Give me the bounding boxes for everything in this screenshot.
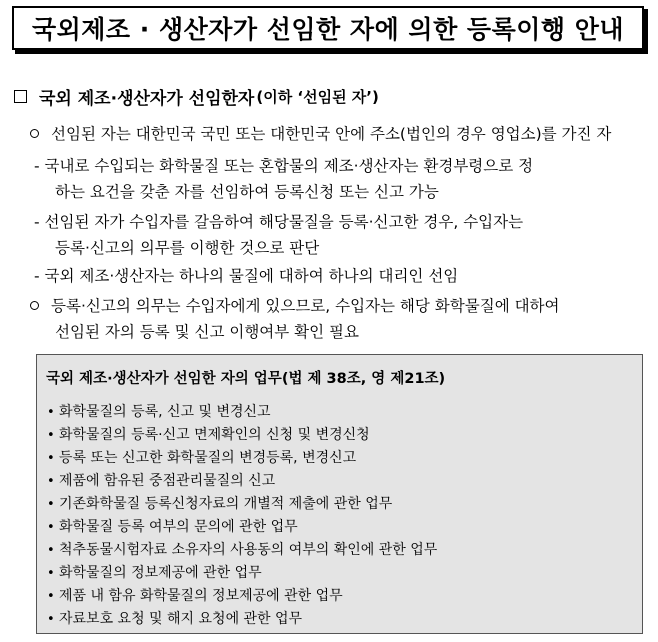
- list-item: • 척추동물시험자료 소유자의 사용동의 여부의 확인에 관한 업무: [47, 542, 438, 558]
- bullet-dot-icon: •: [47, 405, 55, 420]
- list-item-continuation: 선임된 자의 등록 및 신고 이행여부 확인 필요: [55, 323, 360, 341]
- list-item: - 선임된 자가 수입자를 갈음하여 해당물질을 등록·신고한 경우, 수입자는: [34, 213, 524, 231]
- section-heading-paren: (이하 ‘선임된 자’): [256, 88, 379, 106]
- law-reference: (법 제 38조, 영 제21조): [281, 371, 446, 387]
- bullet-dot-icon: •: [47, 428, 55, 443]
- circle-bullet-icon: [30, 129, 39, 138]
- section-heading: [14, 84, 379, 109]
- square-bullet-icon: [14, 90, 27, 103]
- list-item: • 화학물질의 등록, 신고 및 변경신고: [47, 404, 271, 420]
- circle-bullet-icon: [30, 301, 39, 310]
- list-item: • 제품 내 함유 화학물질의 정보제공에 관한 업무: [47, 588, 343, 604]
- page-title-text: 국외제조 · 생산자가 선임한 자에 의한 등록이행 안내: [31, 15, 625, 44]
- list-item: • 기존화학물질 등록신청자료의 개별적 제출에 관한 업무: [47, 496, 393, 512]
- list-item: • 자료보호 요청 및 해지 요청에 관한 업무: [47, 611, 303, 627]
- list-item-continuation: 하는 요건을 갖춘 자를 선임하여 등록신청 또는 신고 가능: [55, 183, 439, 201]
- list-item-continuation: 등록·신고의 의무를 이행한 것으로 판단: [55, 239, 320, 257]
- list-item: - 국외 제조·생산자는 하나의 물질에 대하여 하나의 대리인 선임: [34, 267, 459, 285]
- bullet-dot-icon: •: [47, 520, 55, 535]
- bullet-dot-icon: •: [47, 612, 55, 627]
- bullet-dot-icon: •: [47, 566, 55, 581]
- list-item: 등록·신고의 의무는 수입자에게 있으므로, 수입자는 해당 화학물질에 대하여: [30, 296, 560, 316]
- list-item: • 화학물질의 등록·신고 면제확인의 신청 및 변경신청: [47, 427, 370, 443]
- bullet-dot-icon: •: [47, 543, 55, 558]
- page-title: [12, 6, 644, 50]
- bullet-dot-icon: •: [47, 451, 55, 466]
- list-item: - 국내로 수입되는 화학물질 또는 혼합물의 제조·생산자는 환경부령으로 정: [34, 157, 534, 175]
- list-item: • 화학물질 등록 여부의 문의에 관한 업무: [47, 519, 298, 535]
- section-heading-text: 국외 제조·생산자가 선임한자: [39, 89, 255, 109]
- bullet-dot-icon: •: [47, 497, 55, 512]
- duties-box: [36, 354, 643, 634]
- list-item: • 제품에 함유된 중점관리물질의 신고: [47, 473, 276, 489]
- list-item: • 등록 또는 신고한 화학물질의 변경등록, 변경신고: [47, 450, 357, 466]
- bullet-dot-icon: •: [47, 474, 55, 489]
- duties-box-title: 국외 제조·생산자가 선임한 자의 업무(법 제 38조, 영 제21조): [46, 371, 446, 387]
- bullet-dot-icon: •: [47, 589, 55, 604]
- list-item: 선임된 자는 대한민국 국민 또는 대한민국 안에 주소(법인의 경우 영업소)를 가진 자: [30, 124, 611, 144]
- list-item: • 화학물질의 정보제공에 관한 업무: [47, 565, 262, 581]
